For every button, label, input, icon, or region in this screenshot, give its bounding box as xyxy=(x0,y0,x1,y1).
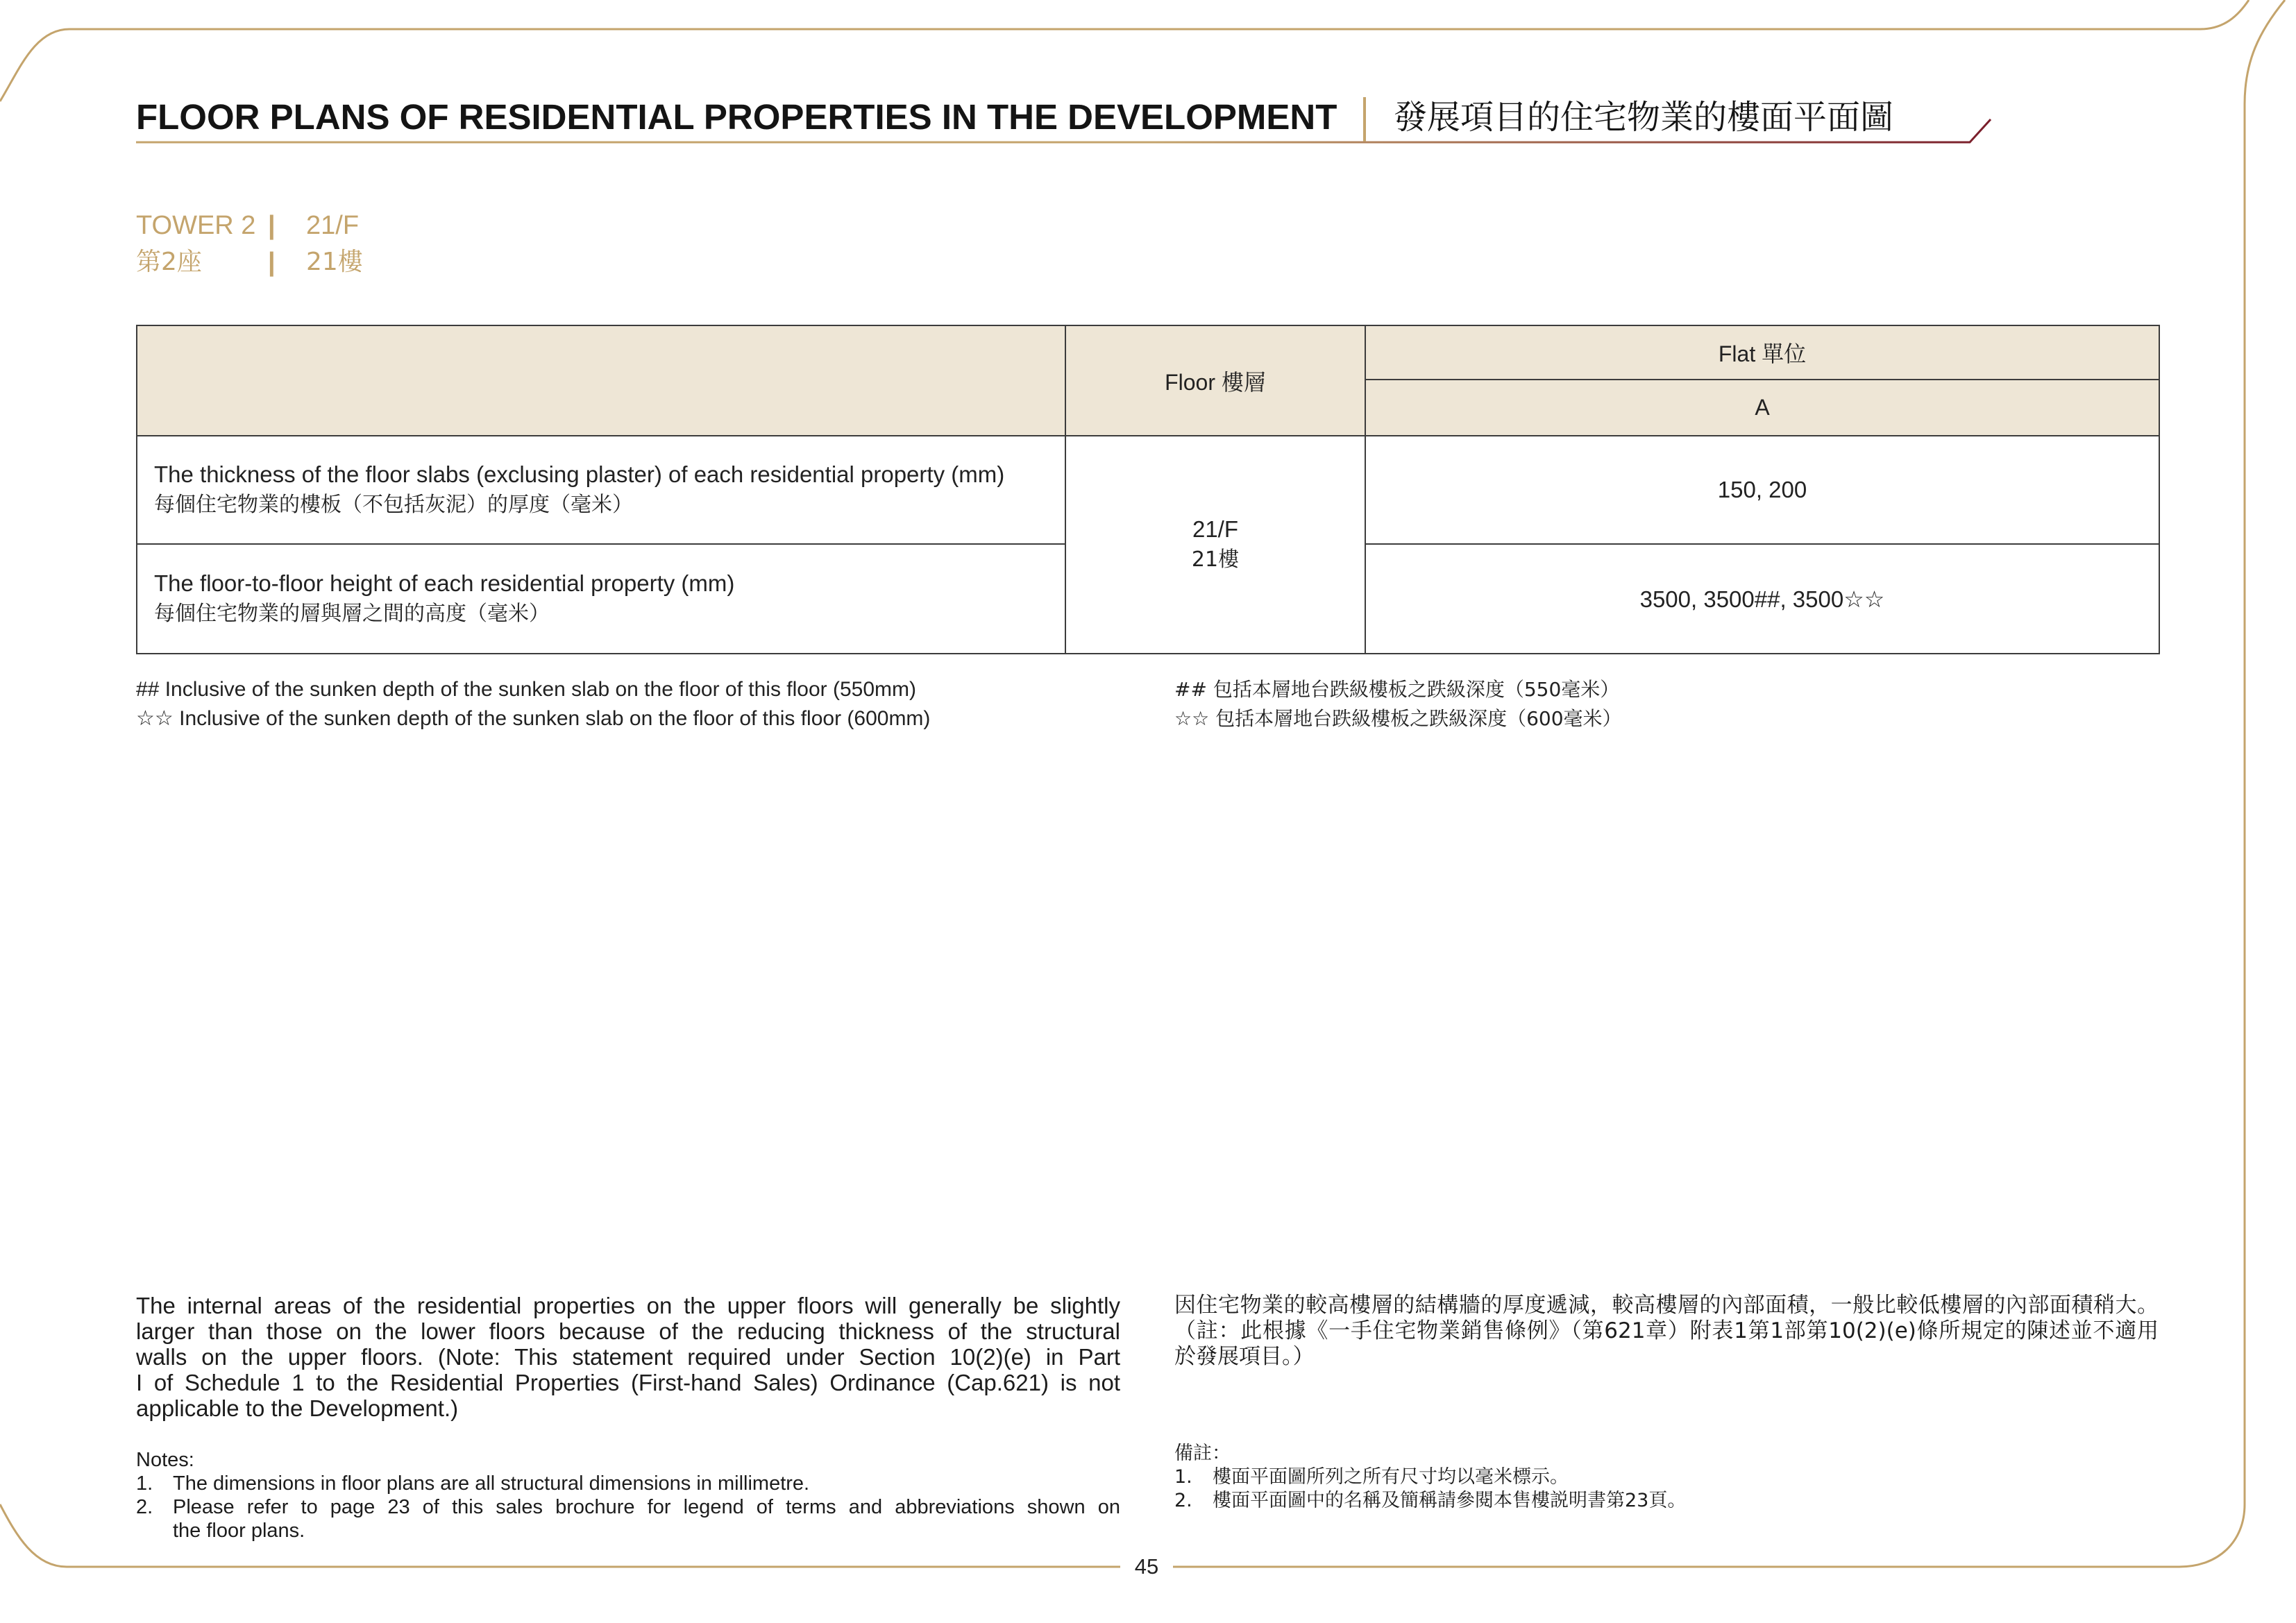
row-label-zh: 每個住宅物業的樓板（不包括灰泥）的厚度（毫米） xyxy=(154,493,633,517)
statement-line: 因住宅物業的較高樓層的結構牆的厚度遞減，較高樓層的內部面積，一般比較低樓層的內部面積稍大。 xyxy=(1174,1293,2159,1318)
floor-spec-table xyxy=(136,325,2160,654)
footnote: ## Inclusive of the sunken depth of the sunken slab on the floor of this floor (550mm) xyxy=(136,678,916,701)
flat-unit-header: A xyxy=(1365,380,2159,436)
tower-label-zh: 第2座 xyxy=(136,248,202,276)
statement-zh xyxy=(1174,1293,2159,1370)
floor-value-zh: 21樓 xyxy=(1191,547,1240,572)
notes-zh xyxy=(1174,1442,2159,1539)
note-text: Please refer to page 23 of this sales brochure for legend of terms and abbreviations shown on xyxy=(173,1496,1120,1518)
floor-label-zh: 21樓 xyxy=(306,248,363,276)
statement-line: The internal areas of the residential properties on the upper floors will generally be slightly xyxy=(136,1293,1120,1318)
row-label-cell xyxy=(137,544,1065,654)
row-label-cell xyxy=(137,436,1065,544)
row-label-zh: 每個住宅物業的層與層之間的高度（毫米） xyxy=(154,602,550,626)
statement-line: walls on the upper floors. (Note: This statement required under Section 10(2)(e) in Part xyxy=(136,1344,1120,1370)
location-separator: | xyxy=(268,248,276,277)
note-number: 2. xyxy=(136,1496,153,1518)
statement-line: applicable to the Development.) xyxy=(136,1395,459,1421)
notes-heading: 備註： xyxy=(1174,1443,1231,1464)
page-number: 45 xyxy=(1134,1554,1159,1579)
tower-label-en: TOWER 2 xyxy=(136,211,256,240)
note-number: 1. xyxy=(136,1472,153,1495)
floor-value-en: 21/F xyxy=(1192,516,1239,542)
statement-line: 於發展項目。） xyxy=(1174,1344,1315,1369)
statement-line: larger than those on the lower floors because of the reducing thickness of the structural xyxy=(136,1318,1120,1344)
notes-en xyxy=(136,1448,1120,1545)
flat-a-value: 3500, 3500##, 3500☆☆ xyxy=(1365,544,2159,654)
floor-label-en: 21/F xyxy=(306,211,360,240)
row-label-en: The floor-to-floor height of each residential property (mm) xyxy=(154,570,735,596)
note-text: The dimensions in floor plans are all structural dimensions in millimetre. xyxy=(173,1472,810,1495)
notes-heading: Notes: xyxy=(136,1449,194,1471)
floor-column-header: Floor 樓層 xyxy=(1065,325,1365,436)
statement-en xyxy=(136,1293,1120,1421)
note-text: 樓面平面圖所列之所有尺寸均以毫米標示。 xyxy=(1213,1466,1569,1488)
flat-column-header: Flat 單位 xyxy=(1365,325,2159,380)
frame-top-border xyxy=(0,0,2249,101)
location-separator: | xyxy=(268,211,276,240)
page-title-en: FLOOR PLANS OF RESIDENTIAL PROPERTIES IN THE DEVELOPMENT xyxy=(136,97,1337,137)
note-number: 2. xyxy=(1174,1490,1192,1511)
table-row xyxy=(137,436,2159,544)
footnote: ## 包括本層地台跌級樓板之跌級深度（550毫米） xyxy=(1174,678,1620,701)
note-number: 1. xyxy=(1174,1466,1192,1488)
note-text: the floor plans. xyxy=(173,1520,305,1542)
footnotes-en xyxy=(136,675,930,733)
footnotes-zh xyxy=(1174,675,1622,733)
flat-a-value: 150, 200 xyxy=(1365,436,2159,544)
footnote: ☆☆ Inclusive of the sunken depth of the sunken slab on the floor of this floor (600mm) xyxy=(136,707,931,730)
statement-line: （註：此根據《一手住宅物業銷售條例》（第621章）附表1第1部第10(2)(e)條所規定的陳述並不適用 xyxy=(1174,1318,2159,1343)
table-header-row xyxy=(137,325,2159,380)
row-label-en: The thickness of the floor slabs (exclusing plaster) of each residential property (mm) xyxy=(154,461,1005,487)
note-text: 樓面平面圖中的名稱及簡稱請參閱本售樓説明書第23頁。 xyxy=(1213,1490,1687,1511)
footnote: ☆☆ 包括本層地台跌級樓板之跌級深度（600毫米） xyxy=(1174,707,1622,730)
page-title-zh: 發展項目的住宅物業的樓面平面圖 xyxy=(1394,98,1894,137)
floor-value-cell xyxy=(1065,436,1365,654)
statement-line: I of Schedule 1 to the Residential Properties (First-hand Sales) Ordinance (Cap.621) is not xyxy=(136,1370,1120,1395)
table-header-blank xyxy=(137,325,1065,436)
